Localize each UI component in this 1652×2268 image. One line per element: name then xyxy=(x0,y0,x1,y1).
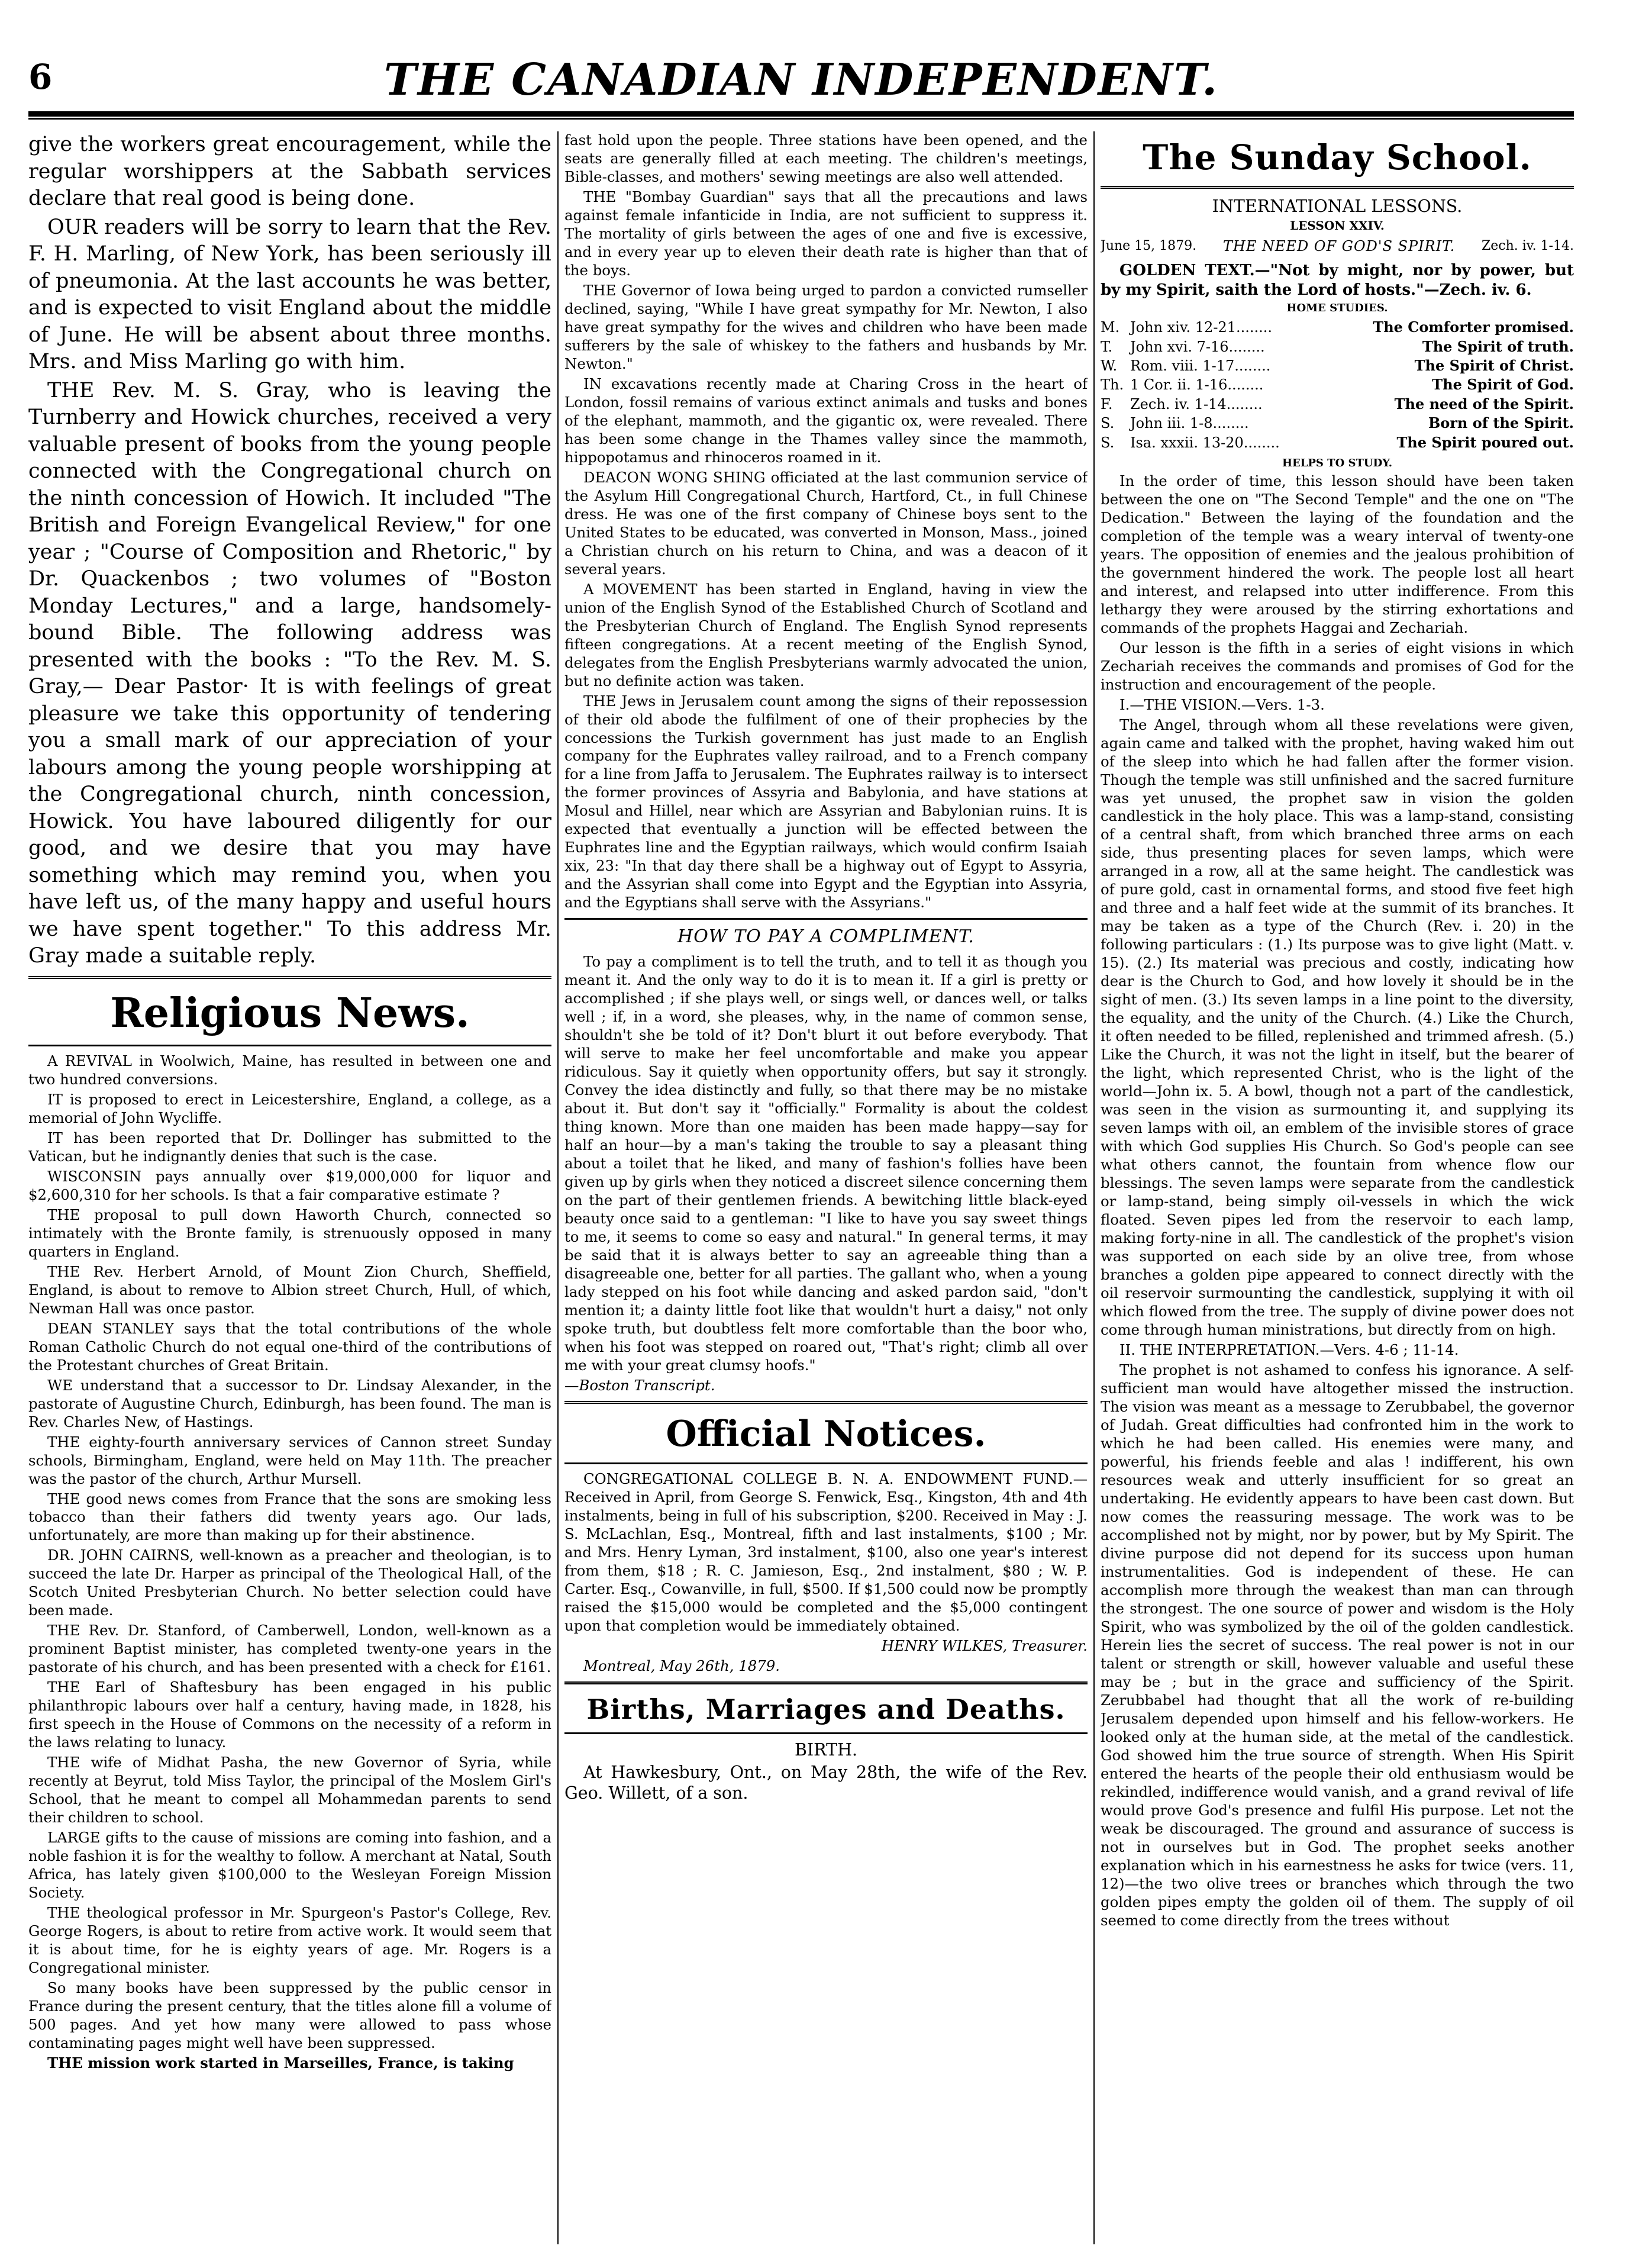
section-rule xyxy=(28,976,551,981)
notice-signature: HENRY WILKES, Treasurer. xyxy=(881,1637,1088,1655)
home-study-row: T. John xvi. 7-16........ The Spirit of truth. xyxy=(1101,337,1574,355)
lesson-date: June 15, 1879. xyxy=(1101,239,1197,254)
news-item: THE eighty-fourth anniversary services of Cannon street Sunday schools, Birmingham, England, were held on May 11th. The preacher was the pastor of the church, Arthur Mursell. xyxy=(28,1433,551,1487)
news-item: THE wife of Midhat Pasha, the new Governor of Syria, while recently at Beyrut, told Miss Taylor, the principal of the Moslem Girl's School, that he meant to compel all Mohammedan parents to send their children to school. xyxy=(28,1754,551,1826)
news-item: DR. JOHN CAIRNS, well-known as a preacher and theologian, is to succeed the late Dr. Harper as principal of the Theological Hall, of the Scotch United Presbyterian Church. No better selection could have been made. xyxy=(28,1547,551,1619)
paragraph: THE Rev. M. S. Gray, who is leaving the Turnberry and Howick churches, received a very valuable present of books from the young people connected with the Congregational church on the ninth concession of Howich. It included "The British and Foreign Evangelical Review," for one year ; "Course of Composition and Rhetoric," by Dr. Quackenbos ; two volumes of "Boston Monday Lectures," and a large, handsomely-bound Bible. The following address was presented with the books : "To the Rev. M. S. Gray,— Dear Pastor· It is with feelings of great pleasure we take this opportunity of tendering you a small mark of our appreciation of your labours among the young people worshipping at the Congregational church, ninth concession, Howick. You have laboured diligently for our good, and we desire that you may have something which may remind you, when you have left us, of the many happy and useful hours we have spent together." To this address Mr. Gray made a suitable reply. xyxy=(28,378,551,968)
home-study-row: M. John xiv. 12-21........ The Comforter promised. xyxy=(1101,318,1574,336)
news-item: WE understand that a successor to Dr. Lindsay Alexander, in the pastorate of Augustine Church, Edinburgh, has been found. The man is Rev. Charles New, of Hastings. xyxy=(28,1376,551,1431)
official-notices-heading: Official Notices. xyxy=(666,1413,986,1455)
section-rule xyxy=(28,1045,551,1046)
section-rule xyxy=(1101,186,1574,191)
news-item: fast hold upon the people. Three stations have been opened, and the seats are generally filled at each meeting. The children's meetings, Bible-classes, and mothers' sewing meetings are also well attended. xyxy=(564,131,1088,185)
news-item: THE mission work started in Marseilles, France, is taking xyxy=(47,2054,514,2072)
birth-label: BIRTH. xyxy=(794,1740,858,1760)
golden-text: GOLDEN TEXT.—"Not by might, nor by power, but by my Spirit, saith the Lord of hosts."—Zech. iv. 6. xyxy=(1101,262,1574,299)
home-study-row: W. Rom. viii. 1-17........ The Spirit of Christ. xyxy=(1101,356,1574,374)
news-item: IT is proposed to erect in Leicestershire, England, a college, as a memorial of John Wycliffe. xyxy=(28,1090,551,1126)
news-item: DEAN STANLEY says that the total contributions of the whole Roman Catholic Church do not equal one-third of the contributions of the Protestant churches of Great Britain. xyxy=(28,1319,551,1374)
section-rule xyxy=(564,1401,1088,1406)
paragraph: OUR readers will be sorry to learn that the Rev. F. H. Marling, of New York, has been seriously ill of pneumonia. At the last accounts he was better, and is expected to visit England about the middle of June. He will be absent about three months. Mrs. and Miss Marling go with him. xyxy=(28,215,551,373)
columns xyxy=(28,131,1574,2244)
news-item: A REVIVAL in Woolwich, Maine, has resulted in between one and two hundred conversions. xyxy=(28,1052,551,1088)
lesson-reference: Zech. iv. 1-14. xyxy=(1481,239,1574,254)
header-rule xyxy=(28,111,1574,120)
section-rule xyxy=(564,1681,1088,1686)
news-item: THE Earl of Shaftesbury has been engaged in his public philanthropic labours over half a century, having made, in 1828, his first speech in the House of Commons on the necessity of a reform in the laws relating to lunacy. xyxy=(28,1679,551,1751)
news-item: THE Rev. Herbert Arnold, of Mount Zion Church, Sheffield, England, is about to remove to Albion street Church, Hull, of which, Newman Hall was once pastor. xyxy=(28,1262,551,1317)
news-item: THE proposal to pull down Haworth Church, connected so intimately with the Bronte family, is strenuously opposed in many quarters in England. xyxy=(28,1206,551,1260)
home-study-row: F. Zech. iv. 1-14........ The need of the Spirit. xyxy=(1101,395,1574,413)
section-rule xyxy=(564,1462,1088,1464)
official-notice: CONGREGATIONAL COLLEGE B. N. A. ENDOWMENT FUND.—Received in April, from George S. Fenwick, Esq., Kingston, 4th and 4th instalments, being in full of his subscription, $200. Received in May : J. S. McLachlan, Esq., Montreal, fifth and last instalments, $100 ; Mr. and Mrs. Henry Lyman, 3rd instalment, $100, also one year's interest from them, $18 ; R. C. Jamieson, Esq., 2nd instalment, $80 ; W. P. Carter. Esq., Cowanville, in full, $500. If $1,500 could now be promptly raised the $15,000 would be completed and the $5,000 contingent upon that completion would be immediately obtained. xyxy=(564,1470,1088,1635)
news-item: LARGE gifts to the cause of missions are coming into fashion, and a noble fashion it is for the wealthy to follow. A merchant at Natal, South Africa, has lately given $100,000 to the Wesleyan Foreign Mission Society. xyxy=(28,1829,551,1902)
news-item: DEACON WONG SHING officiated at the last communion service of the Asylum Hill Congregational Church, Hartford, Ct., in full Chinese dress. He was one of the first company of Chinese boys sent to the United States to be educated, was converted in Monson, Mass., joined a Christian church on his return to China, and was a deacon of it several years. xyxy=(564,468,1088,578)
news-item: THE Governor of Iowa being urged to pardon a convicted rumseller declined, saying, "While I have great sympathy for Mr. Newton, I also have great sympathy for the wives and children who have been made sufferers by the sale of whiskey to the fathers and husbands by Mr. Newton." xyxy=(564,281,1088,372)
compliment-heading: HOW TO PAY A COMPLIMENT. xyxy=(677,926,975,948)
lesson-title: THE NEED OF GOD'S SPIRIT. xyxy=(1222,237,1456,254)
sunday-school-heading: The Sunday School. xyxy=(1143,137,1532,178)
lesson-header xyxy=(1101,237,1574,255)
lesson-subheading: II. THE INTERPRETATION.—Vers. 4-6 ; 11-14. xyxy=(1119,1341,1459,1359)
news-item: THE Jews in Jerusalem count among the signs of their repossession of their old abode the fulfilment of one of their prophecies by the concessions the Turkish government has just made to an English company for the Euphrates valley railroad, and to a French company for a line from Jaffa to Jerusalem. The Euphrates railway is to intersect the former provinces of Assyria and Babylonia, and have stations at Mosul and Hillel, near which are Assyrian and Babylonian ruins. It is expected that eventually a junction will be effected between the Euphrates line and the Egyptian railways, which would confirm Isaiah xix, 23: "In that day there shall be a highway out of Egypt to Assyria, and the Assyrian shall come into Egypt and the Egyptian into Assyria, and the Egyptians shall serve with the Assyrians." xyxy=(564,692,1088,911)
page-header xyxy=(28,54,1574,114)
news-item: THE theological professor in Mr. Spurgeon's Pastor's College, Rev. George Rogers, is about to retire from active work. It would seem that it is about time, for he is eighty years of age. Mr. Rogers is a Congregational minister. xyxy=(28,1904,551,1977)
column-left xyxy=(28,131,551,2244)
news-item: A MOVEMENT has been started in England, having in view the union of the English Synod of the Established Church of Scotland and the Presbyterian Church of England. The English Synod represents fifteen congregations. At a recent meeting of the English Synod, delegates from the English Presbyterians warmly advocated the union, but no definite action was taken. xyxy=(564,580,1088,690)
news-item: THE good news comes from France that the sons are smoking less tobacco than their fathers did twenty years ago. Our lads, unfortunately, are more than making up for their abstinence. xyxy=(28,1490,551,1544)
home-studies-table xyxy=(1101,318,1574,452)
home-studies-label: HOME STUDIES. xyxy=(1286,302,1388,315)
compliment-text: To pay a compliment is to tell the truth, and to tell it as though you meant it. And the only way to do it is to mean it. If a girl is pretty or accomplished ; if she plays well, or sings well, or dances well, or talks well ; if, in a word, she pleases, why, in the name of common sense, shouldn't she be told of it? Don't blurt it out before everybody. That will serve to make her feel uncomfortable and make you appear ridiculous. Say it quietly when opportunity offers, but say it strongly. Convey the idea distinctly and fully, so that there may be no mistake about it. But don't say it "officially." Formality is about the coldest thing known. More than one maiden has been made happy—say for half an hour—by a man's taking the trouble to say a pleasant thing about a toilet that he liked, and many of fashion's follies have been given up by girls when they noticed a discreet silence concerning them on the part of their gentlemen friends. A bewitching little black-eyed beauty once said to a gentleman: "I like to have you say sweet things to me, it seems to come so easy and natural." In general terms, it may be said that it is always better to say an agreeable thing than a disagreeable one, better for all parties. The gallant who, when a young lady stepped on his foot while dancing and asked pardon said, "don't mention it; a dainty little foot like that wouldn't hurt a daisy," not only spoke truth, but doubtless felt more comfortable than the boor who, when his foot was stepped on roared out, "That's right; climb all over me with your great clumsy hoofs." xyxy=(564,953,1088,1374)
lesson-number: LESSON XXIV. xyxy=(1290,218,1385,233)
section-rule xyxy=(564,1732,1088,1734)
helps-label: HELPS TO STUDY. xyxy=(1282,456,1393,469)
lesson-paragraph: In the order of time, this lesson should have been taken between the one on "The Second Temple" and the one on "The Dedication." Between the laying of the foundation and the completion of the temple was a weary interval of twenty-one years. The opposition of enemies and the jealous prohibition of the government hindered the work. The people lost all heart and interest, and relapsed into utter indifference. From this lethargy they were aroused by the stirring exhortations and commands of the prophets Haggai and Zechariah. xyxy=(1101,472,1574,636)
paragraph: give the workers great encouragement, while the regular worshippers at the Sabbath services declare that real good is being done. xyxy=(28,133,551,210)
home-study-row: Th. 1 Cor. ii. 1-16........ The Spirit of God. xyxy=(1101,376,1574,394)
news-item: IN excavations recently made at Charing Cross in the heart of London, fossil remains of various extinct animals and tusks and bones of the elephant, mammoth, and the gigantic ox, were revealed. There has been some change in the Thames valley since the mammoth, hippopotamus and rhinoceros roamed in it. xyxy=(564,375,1088,466)
birth-notice: At Hawkesbury, Ont., on May 28th, the wife of the Rev. Geo. Willett, of a son. xyxy=(564,1763,1088,1803)
lesson-paragraph: The Angel, through whom all these revelations were given, again came and talked with the prophet, having waked him out of the sleep into which he had fallen after the former vision. Though the temple was still unfinished and the sacred furniture was yet unused, the prophet saw in vision the golden candlestick in the holy place. This was a lamp-stand, consisting of a central shaft, from which branched three arms on each side, thus presenting places for seven lamps, which were arranged in a row, all at the same height. The candlestick was of pure gold, cast in ornamental forms, and stood five feet high and three and a half feet wide at the summit of its branches. It may be taken as a type of the Church (Rev. i. 20) in the following particulars : (1.) Its purpose was to give light (Matt. v. 15). (2.) Its material was precious and costly, indicating how dear is the Church to God, and how lovely it should be in the sight of men. (3.) Its seven lamps in a line point to the diversity, the equality, and the unity of the Church. (4.) Like the Church, it often needed to be filled, replenished and trimmed afresh. (5.) Like the Church, it was not the light in itself, but the bearer of the light, which represented Christ, who is the light of the world—John ix. 5. A bowl, though not a part of the candlestick, was seen in the vision as surmounting it, and supplying its seven lamps with oil, an emblem of the invisible stores of grace with which God supplies His Church. So God's people can see what others cannot, the fountain from whence flow our blessings. The seven lamps were separate from the candlestick or lamp-stand, being simply oil-vessels in which the wick floated. Seven pipes led from the reservoir to each lamp, making forty-nine in all. The candlestick of the prophet's vision was supported on each side by an olive tree, from whose branches a golden pipe appeared to connect directly with the oil reservoir surmounting the candlestick, supplying it with oil which flowed from the tree. The supply of divine power does not come through human ministrations, but directly from on high. xyxy=(1101,716,1574,1339)
section-rule xyxy=(564,918,1088,920)
news-item: THE Rev. Dr. Stanford, of Camberwell, London, well-known as a prominent Baptist minister, has completed twenty-one years in the pastorate of his church, and has been presented with a check for £161. xyxy=(28,1622,551,1676)
page-number: 6 xyxy=(28,57,53,97)
compliment-source: —Boston Transcript. xyxy=(564,1377,715,1394)
column-rule xyxy=(557,131,559,2244)
column-right xyxy=(1101,131,1574,2244)
notice-date: Montreal, May 26th, 1879. xyxy=(583,1657,780,1675)
running-title: THE CANADIAN INDEPENDENT. xyxy=(383,54,1219,105)
newspaper-page xyxy=(28,54,1574,2244)
religious-news-heading: Religious News. xyxy=(110,989,470,1037)
home-study-row: S. Isa. xxxii. 13-20........ The Spirit poured out. xyxy=(1101,433,1574,451)
news-item: So many books have been suppressed by the public censor in France during the present century, that the titles alone fill a volume of 500 pages. And yet how many were allowed to pass whose contaminating pages might well have been suppressed. xyxy=(28,1979,551,2052)
international-lessons-label: INTERNATIONAL LESSONS. xyxy=(1212,196,1463,216)
news-item: IT has been reported that Dr. Dollinger has submitted to the Vatican, but he indignantly denies that such is the case. xyxy=(28,1129,551,1165)
lesson-paragraph: Our lesson is the fifth in a series of eight visions in which Zechariah receives the commands and promises of God for the instruction and encouragement of the people. xyxy=(1101,639,1574,693)
column-middle xyxy=(564,131,1088,2244)
home-study-row: S. John iii. 1-8........ Born of the Spirit. xyxy=(1101,414,1574,432)
column-rule xyxy=(1093,131,1095,2244)
news-item: THE "Bombay Guardian" says that all the precautions and laws against female infanticide in India, are not sufficient to suppress it. The mortality of girls between the ages of one and five is excessive, and in every year up to eleven their death rate is higher than that of the boys. xyxy=(564,188,1088,279)
births-heading: Births, Marriages and Deaths. xyxy=(586,1693,1066,1726)
news-item: WISCONSIN pays annually over $19,000,000 for liquor and $2,600,310 for her schools. Is that a fair comparative estimate ? xyxy=(28,1167,551,1203)
lesson-paragraph: The prophet is not ashamed to confess his ignorance. A self-sufficient man would have altogether missed the instruction. The vision was meant as a message to Zerubbabel, the governor of Judah. Great difficulties had confronted him in the work to which he had been called. His enemies were many, and powerful, his friends feeble and alas ! indifferent, his own resources weak and utterly insufficient for so great an undertaking. He evidently appears to have been cast down. But now comes the reassuring message. The work was to be accomplished not by might, nor by power, but by My Spirit. The divine purpose did not depend for its success upon human instrumentalities. God is independent of these. He can accomplish more through the weakest than man can through the strongest. The one source of power and wisdom is the Holy Spirit, who was symbolized by the oil of the golden candlestick. Herein lies the secret of success. The real power is not in our talent or strength or skill, however valuable and useful these may be ; but in the grace and sufficiency of the Spirit. Zerubbabel had thought that all the work of re-building Jerusalem depended upon himself and his fellow-workers. He looked only at the human side, at the metal of the candlestick. God showed him the true source of strength. When His Spirit entered the hearts of the people their old enthusiasm would be rekindled, indifference would vanish, and a grand revival of life would prove God's presence and fulfil His purpose. Let not the weak be discouraged. The ground and assurance of success is not in ourselves but in God. The prophet seeks another explanation which in his earnestness he asks for twice (vers. 11, 12)—the two olive trees or branches which through the two golden pipes empty the golden oil of them. The supply of oil seemed to come directly from the trees without xyxy=(1101,1361,1574,1929)
lesson-subheading: I.—THE VISION.—Vers. 1-3. xyxy=(1119,695,1325,713)
